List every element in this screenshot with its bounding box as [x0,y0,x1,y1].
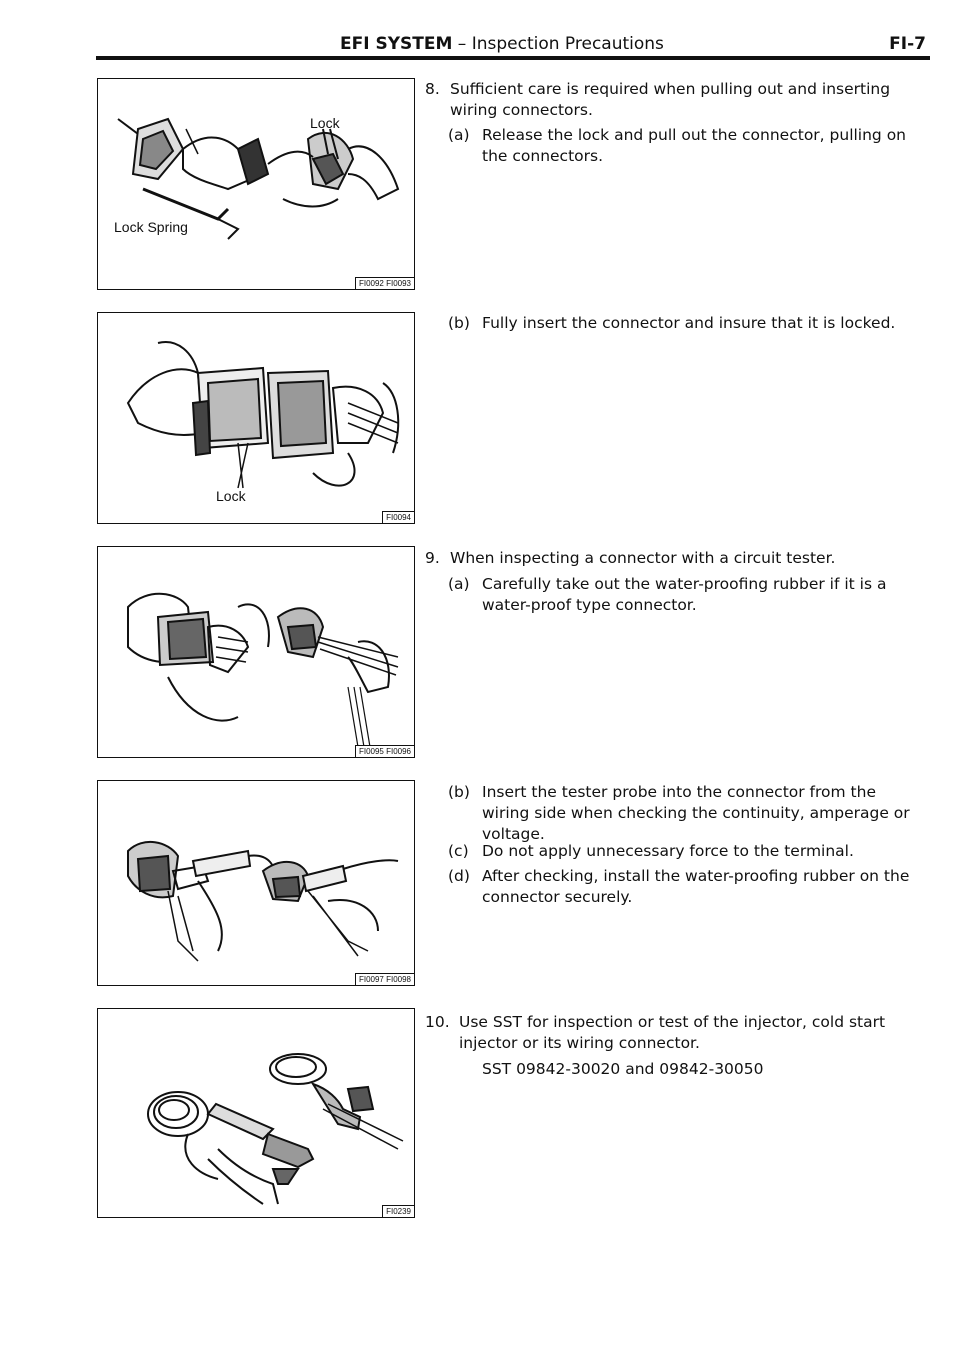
figure-sst-harness [97,1008,415,1218]
label-lock: Lock [310,115,340,131]
substep-text: Carefully take out the water-proofing rubber if it is a water-proof type connector. [482,575,887,614]
step-number: 10. [425,1013,450,1031]
figure-waterproof-rubber [97,546,415,758]
step-text: When inspecting a connector with a circuit tester. [450,549,836,567]
substep-letter: (a) [448,126,470,144]
step-number: 9. [425,549,440,567]
step-number: 8. [425,80,440,98]
tester-probe-illustration-icon [98,781,414,985]
page-title [340,34,664,54]
figure-tester-probe [97,780,415,986]
substep-text: After checking, install the water-proofing rubber on the connector securely. [482,867,910,906]
title-separator: – [452,34,472,54]
substep-letter: (b) [448,783,470,801]
label-lock-spring: Lock Spring [114,219,188,235]
figure-code: FI0095 FI0096 [355,745,414,757]
substep-letter: (d) [448,867,470,885]
step-text: Sufficient care is required when pulling out and inserting wiring connectors. [450,80,891,119]
figure-code: FI0094 [382,511,414,523]
figure-connector-unlock [97,78,415,290]
figure-code: FI0092 FI0093 [355,277,414,289]
header-rule [96,56,930,60]
connector-insert-illustration-icon [98,313,414,523]
page-number: FI-7 [889,34,926,54]
substep-text: Insert the tester probe into the connector from the wiring side when checking the continuity, amperage or voltage. [482,783,910,843]
connector-unlock-illustration-icon [98,79,414,289]
sst-wire-harness-illustration-icon [98,1009,414,1217]
step-text: Use SST for inspection or test of the injector, cold start injector or its wiring connector. [459,1013,886,1052]
figure-code: FI0239 [382,1205,414,1217]
substep-text: Release the lock and pull out the connector, pulling on the connectors. [482,126,907,165]
section-subtitle: Inspection Precautions [471,34,664,54]
figure-code: FI0097 FI0098 [355,973,414,985]
substep-text: Fully insert the connector and insure that it is locked. [482,314,896,332]
section-title: EFI SYSTEM [340,34,453,54]
figure-connector-insert [97,312,415,524]
waterproof-rubber-illustration-icon [98,547,414,757]
substep-letter: (a) [448,575,470,593]
label-lock: Lock [216,488,246,504]
substep-letter: (b) [448,314,470,332]
substep-text: Do not apply unnecessary force to the terminal. [482,842,854,860]
substep-letter: (c) [448,842,469,860]
sst-text: SST 09842-30020 and 09842-30050 [482,1060,764,1078]
